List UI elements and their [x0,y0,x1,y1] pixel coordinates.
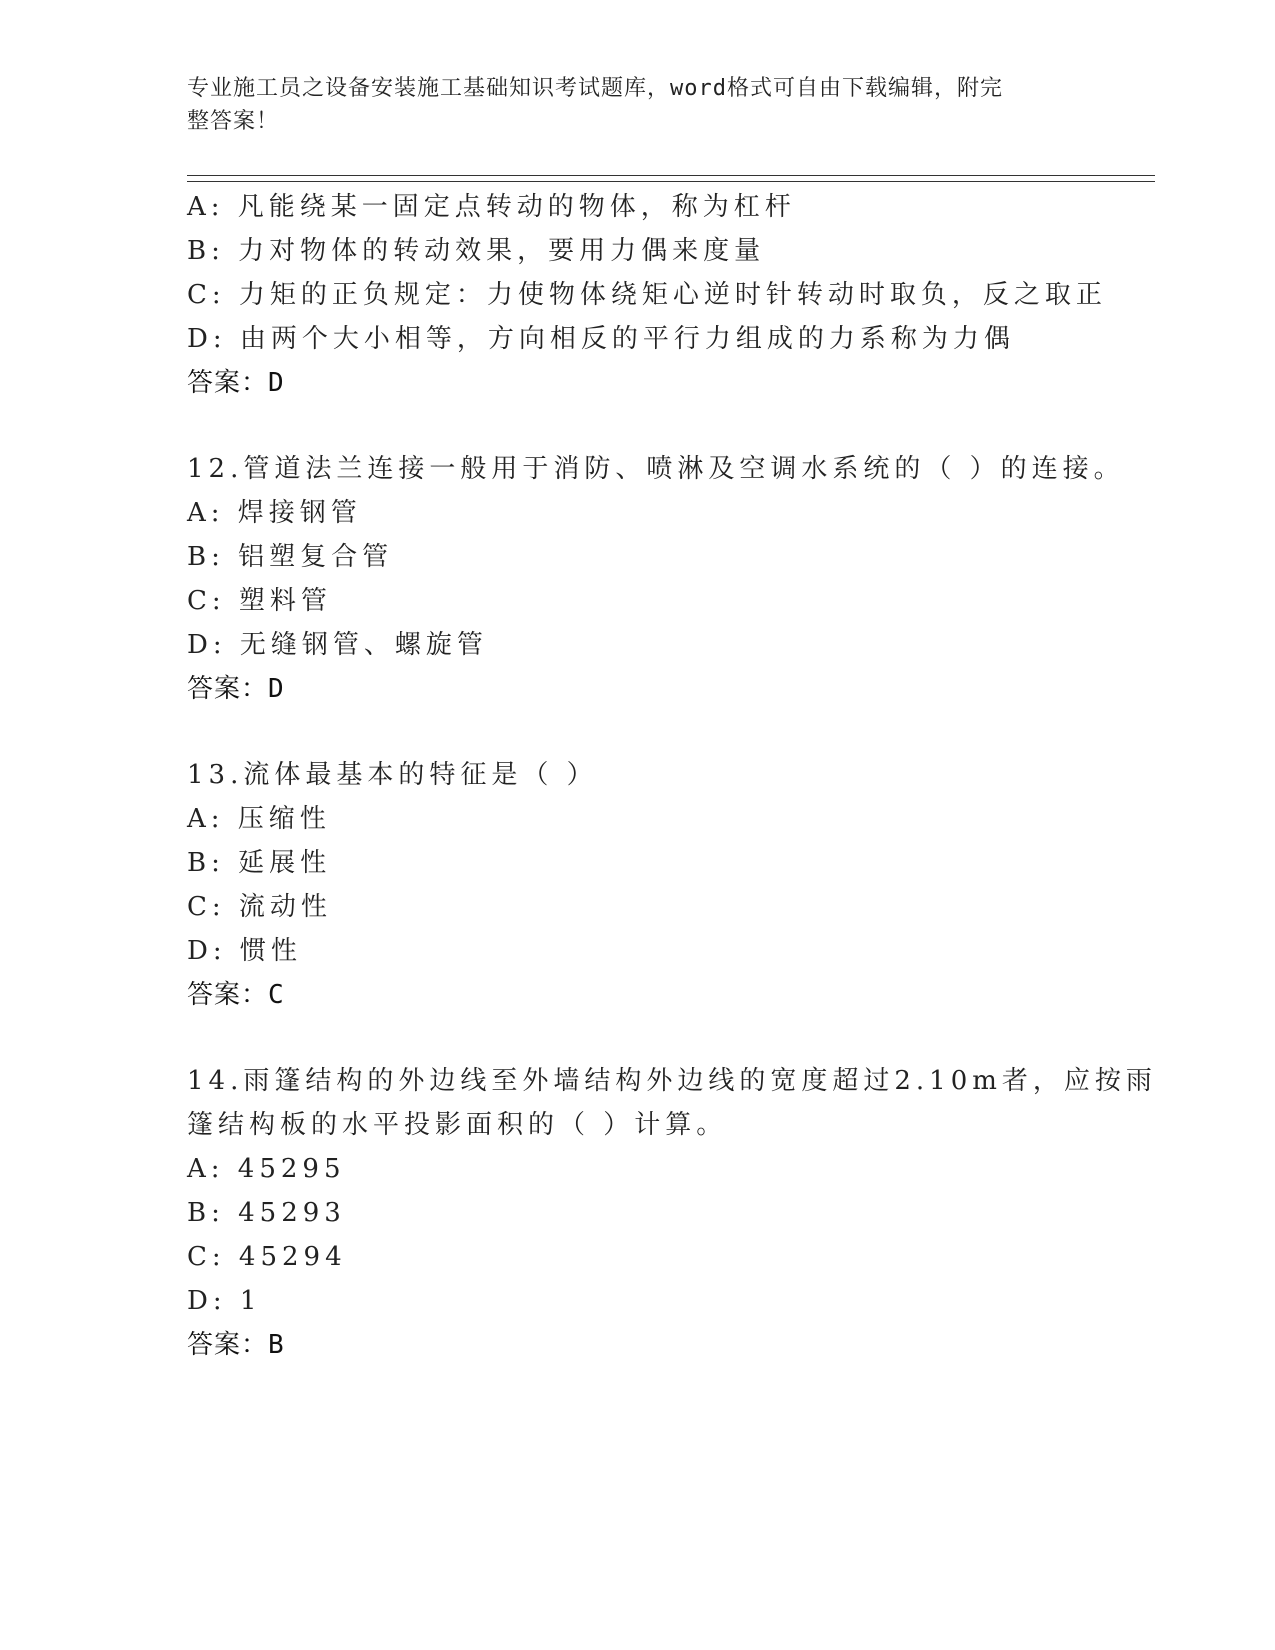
q13-question: 13.流体最基本的特征是（ ） [187,760,598,790]
q14-option-c: C: 45294 [187,1242,347,1272]
header-divider-bottom [187,181,1155,182]
q13-option-b: B: 延展性 [187,848,332,878]
q12-question: 12.管道法兰连接一般用于消防、喷淋及空调水系统的（ ）的连接。 [187,454,1125,484]
header-title-line-2: 整答案！ [187,109,280,134]
q13-answer: 答案：C [187,980,285,1010]
q12-answer: 答案：D [187,674,285,704]
q13-option-a: A: 压缩性 [187,804,331,834]
q11-option-a: A: 凡能绕某一固定点转动的物体，称为杠杆 [187,192,796,222]
q12-option-a: A: 焊接钢管 [187,498,362,528]
q14-option-a: A: 45295 [187,1154,346,1184]
q12-option-b: B: 铝塑复合管 [187,542,394,572]
q14-option-b: B: 45293 [187,1198,346,1228]
document-header [187,72,1067,138]
q13-option-c: C: 流动性 [187,892,332,922]
q14-option-d: D: 1 [187,1286,262,1316]
q11-option-c: C: 力矩的正负规定：力使物体绕矩心逆时针转动时取负，反之取正 [187,280,1107,310]
header-title-line-1: 专业施工员之设备安装施工基础知识考试题库，word格式可自由下载编辑，附完 [187,76,1003,101]
header-divider-top [187,175,1155,176]
q14-question-line-1: 14.雨篷结构的外边线至外墙结构外边线的宽度超过2.10m者，应按雨 [187,1066,1157,1096]
q11-option-d: D: 由两个大小相等，方向相反的平行力组成的力系称为力偶 [187,324,1015,354]
q12-option-c: C: 塑料管 [187,586,332,616]
q11-option-b: B: 力对物体的转动效果，要用力偶来度量 [187,236,766,266]
q12-option-d: D: 无缝钢管、螺旋管 [187,630,488,660]
q13-option-d: D: 惯性 [187,936,302,966]
q11-answer: 答案：D [187,368,285,398]
q14-question-line-2: 篷结构板的水平投影面积的（ ）计算。 [187,1110,728,1140]
q14-answer: 答案：B [187,1330,285,1360]
